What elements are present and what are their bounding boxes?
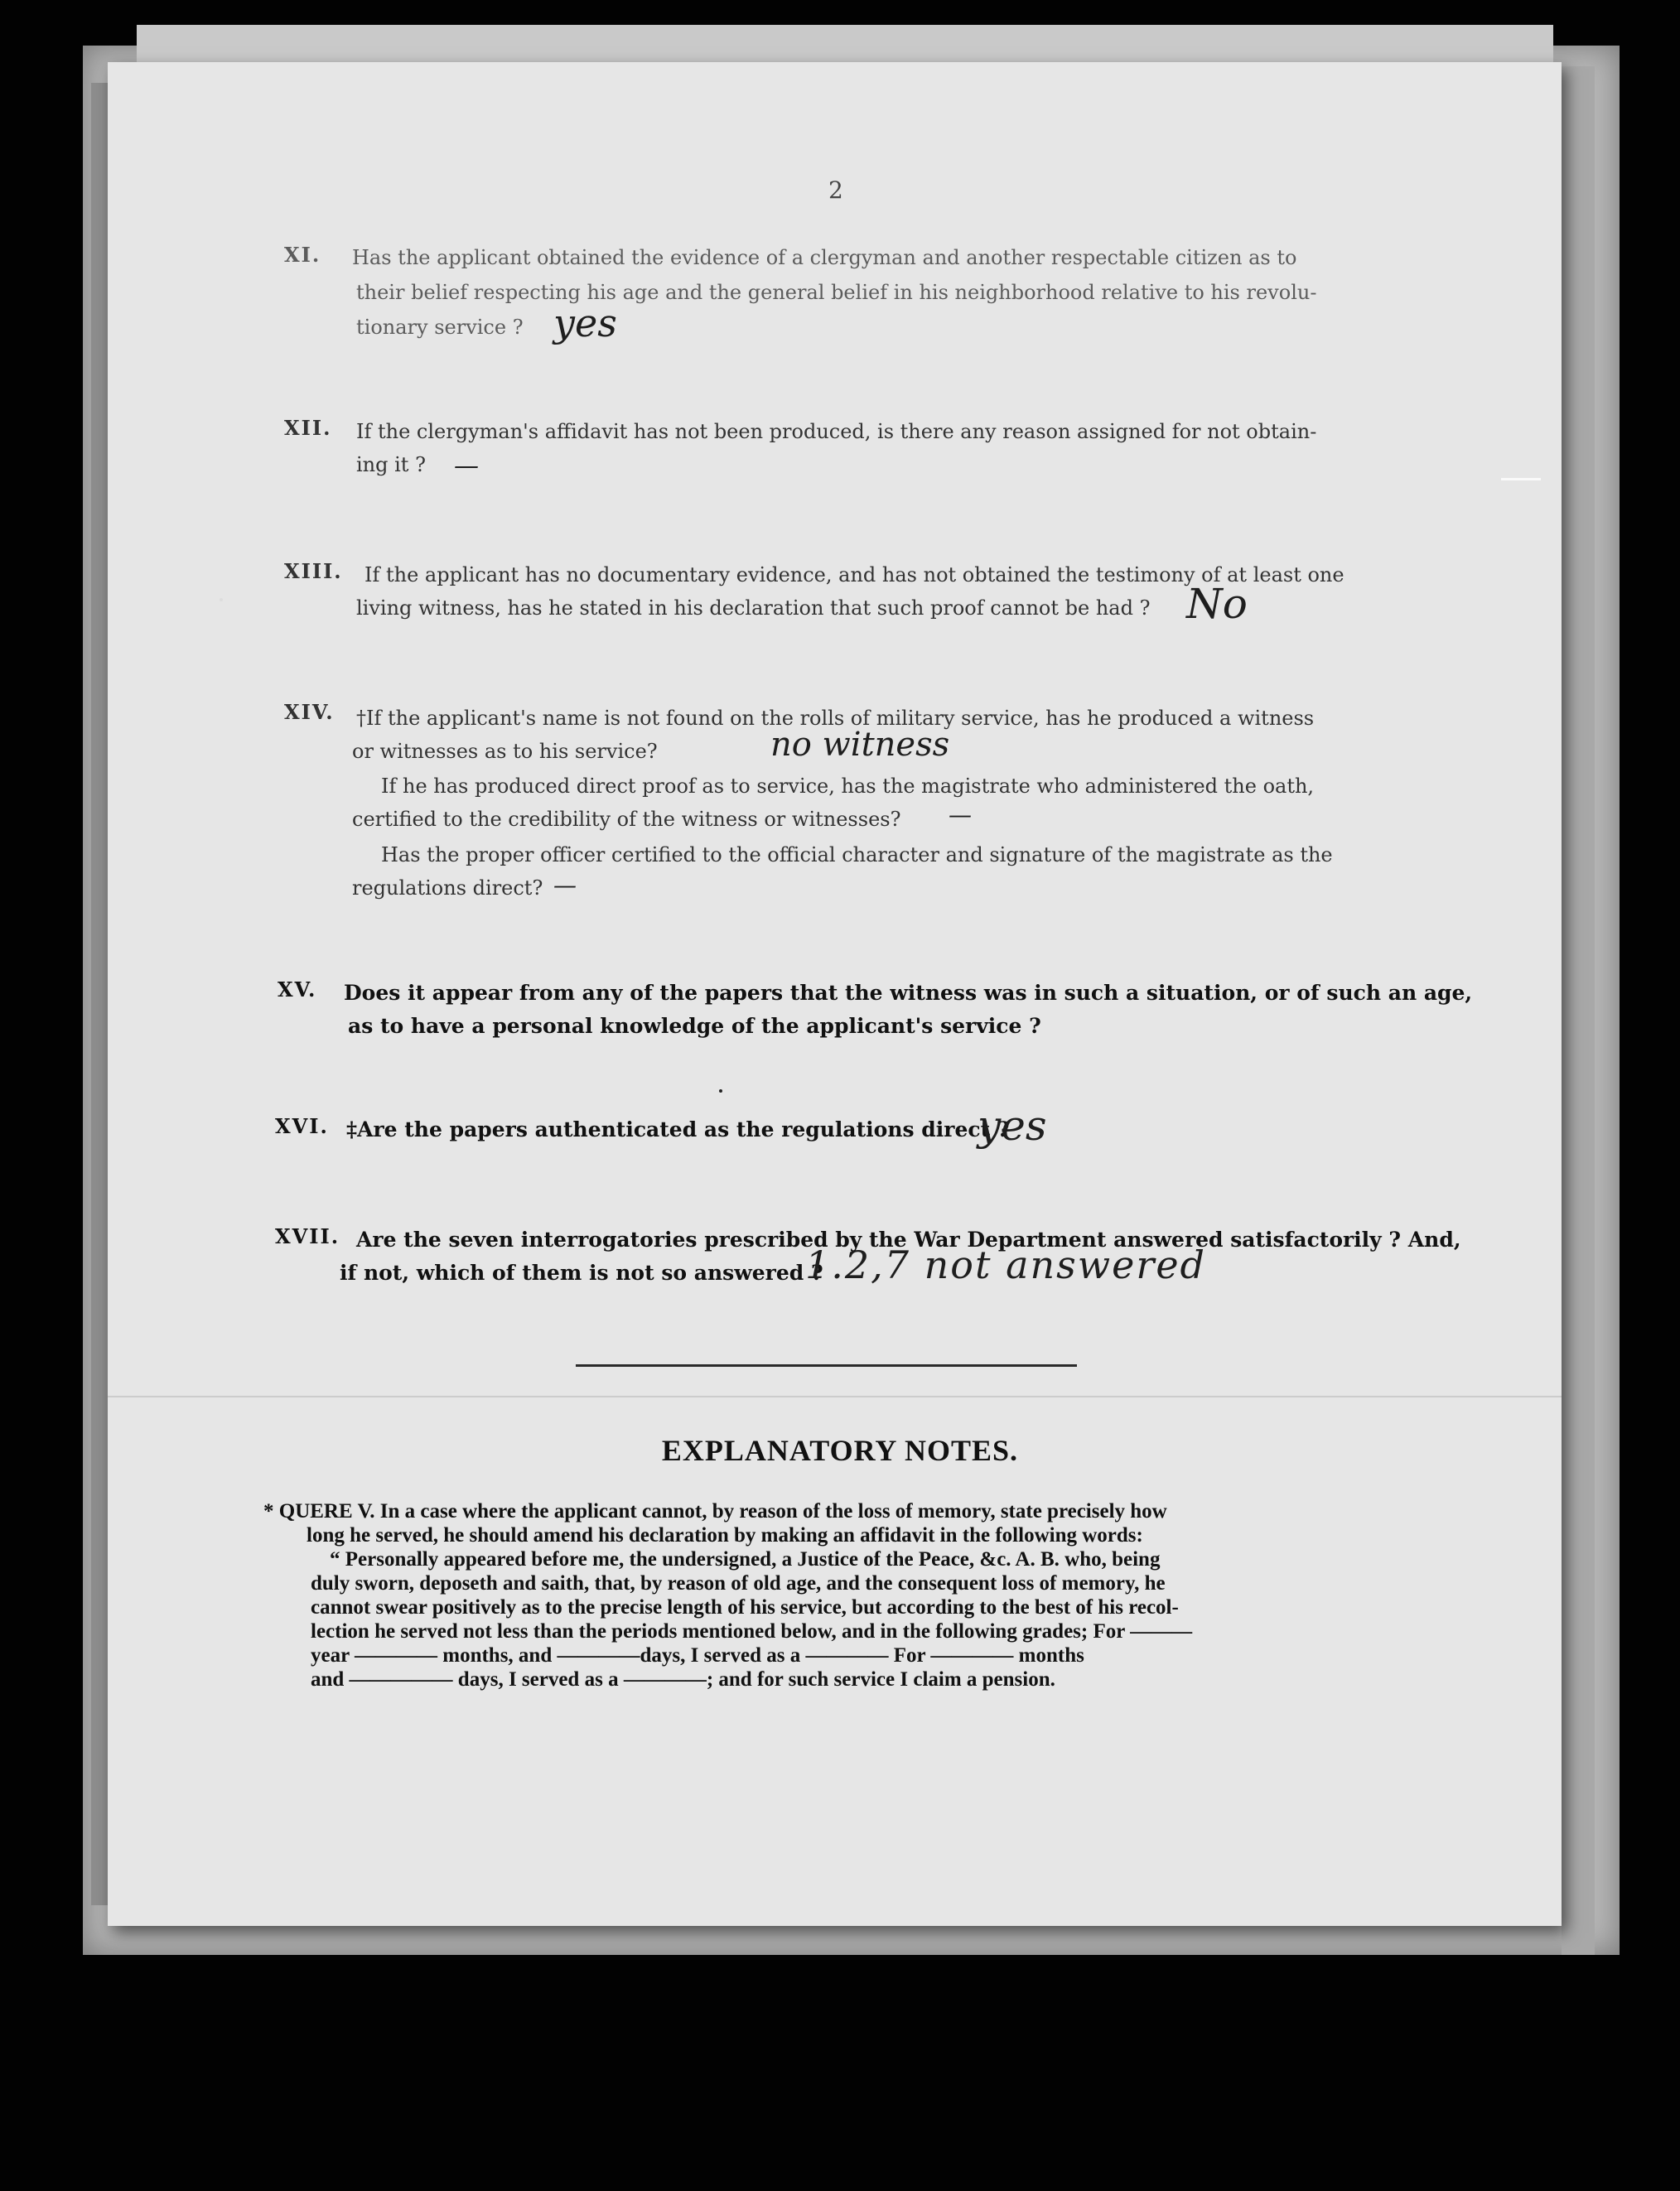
question-text: Does it appear from any of the papers that the witness was in such a situation, or of such an age, — [344, 981, 1473, 1005]
question-text: living witness, has he stated in his declaration that such proof cannot be had ? — [356, 596, 1151, 620]
question-text: if not, which of them is not so answered ? — [340, 1261, 823, 1285]
question-text: regulations direct? — [352, 876, 543, 900]
question-numeral: XV. — [278, 977, 317, 1001]
note-line: long he served, he should amend his declaration by making an affidavit in the following words: — [307, 1524, 1143, 1547]
note-line: lection he served not less than the periods mentioned below, and in the following grades; For ——— — [311, 1620, 1193, 1643]
question-text: ‡Are the papers authenticated as the regulations direct ? — [346, 1117, 1010, 1141]
question-numeral: XVII. — [275, 1224, 340, 1248]
scratch-mark — [1501, 478, 1541, 480]
note-line: “ Personally appeared before me, the undersigned, a Justice of the Peace, &c. A. B. who, being — [330, 1548, 1161, 1571]
handwritten-answer: yes — [978, 1102, 1047, 1150]
question-text: If he has produced direct proof as to service, has the magistrate who administered the oath, — [381, 775, 1315, 798]
question-text: †If the applicant's name is not found on the rolls of military service, has he produced a witness — [356, 707, 1315, 730]
speck — [220, 598, 223, 601]
section-divider — [576, 1364, 1077, 1367]
note-line: * QUERE V. In a case where the applicant cannot, by reason of the loss of memory, state precisely how — [263, 1500, 1167, 1523]
question-text: ing it ? — [356, 453, 426, 476]
notes-title: EXPLANATORY NOTES. — [661, 1434, 1019, 1467]
right-page-edge — [1562, 66, 1595, 1955]
question-text: If the applicant has no documentary evidence, and has not obtained the testimony of at least one — [364, 563, 1344, 586]
note-line: and ————— days, I served as a ————; and for such service I claim a pension. — [311, 1668, 1055, 1691]
question-numeral: XIV. — [284, 700, 335, 724]
handwritten-answer: 1.2,7 not answered — [805, 1243, 1207, 1287]
speck — [719, 1089, 722, 1093]
handwritten-answer: — — [454, 451, 479, 480]
handwritten-answer: yes — [553, 301, 617, 345]
question-text: Are the seven interrogatories prescribed by the War Department answered satisfactorily ? And, — [356, 1228, 1461, 1252]
handwritten-answer: — — [949, 801, 972, 828]
question-text: as to have a personal knowledge of the applicant's service ? — [348, 1014, 1041, 1038]
question-text: Has the applicant obtained the evidence of a clergyman and another respectable citizen as to — [352, 246, 1297, 269]
handwritten-answer: no witness — [770, 726, 950, 764]
question-text: certified to the credibility of the witness or witnesses? — [352, 808, 901, 831]
page-fold — [108, 1396, 1562, 1397]
handwritten-answer: — — [553, 871, 577, 899]
question-text: their belief respecting his age and the general belief in his neighborhood relative to his revolu- — [356, 281, 1317, 304]
note-line: cannot swear positively as to the precise length of his service, but according to the best of his recol- — [311, 1596, 1179, 1619]
question-text: tionary service ? — [356, 316, 524, 339]
top-sheet-edge — [137, 25, 1553, 66]
page-number: 2 — [828, 176, 843, 204]
question-text: Has the proper officer certified to the official character and signature of the magistrate as the — [381, 843, 1333, 866]
note-line: year ———— months, and ————days, I served as a ———— For ———— months — [311, 1644, 1084, 1667]
question-numeral: XIII. — [284, 559, 343, 583]
handwritten-answer: No — [1186, 580, 1248, 628]
question-text: If the clergyman's affidavit has not been produced, is there any reason assigned for not obtain- — [356, 420, 1317, 443]
question-numeral: XI. — [284, 243, 321, 267]
question-text: or witnesses as to his service? — [352, 740, 658, 763]
question-numeral: XII. — [284, 416, 332, 440]
question-numeral: XVI. — [275, 1114, 329, 1138]
left-page-edge — [91, 83, 109, 1905]
note-line: duly sworn, deposeth and saith, that, by reason of old age, and the consequent loss of memory, he — [311, 1572, 1166, 1595]
